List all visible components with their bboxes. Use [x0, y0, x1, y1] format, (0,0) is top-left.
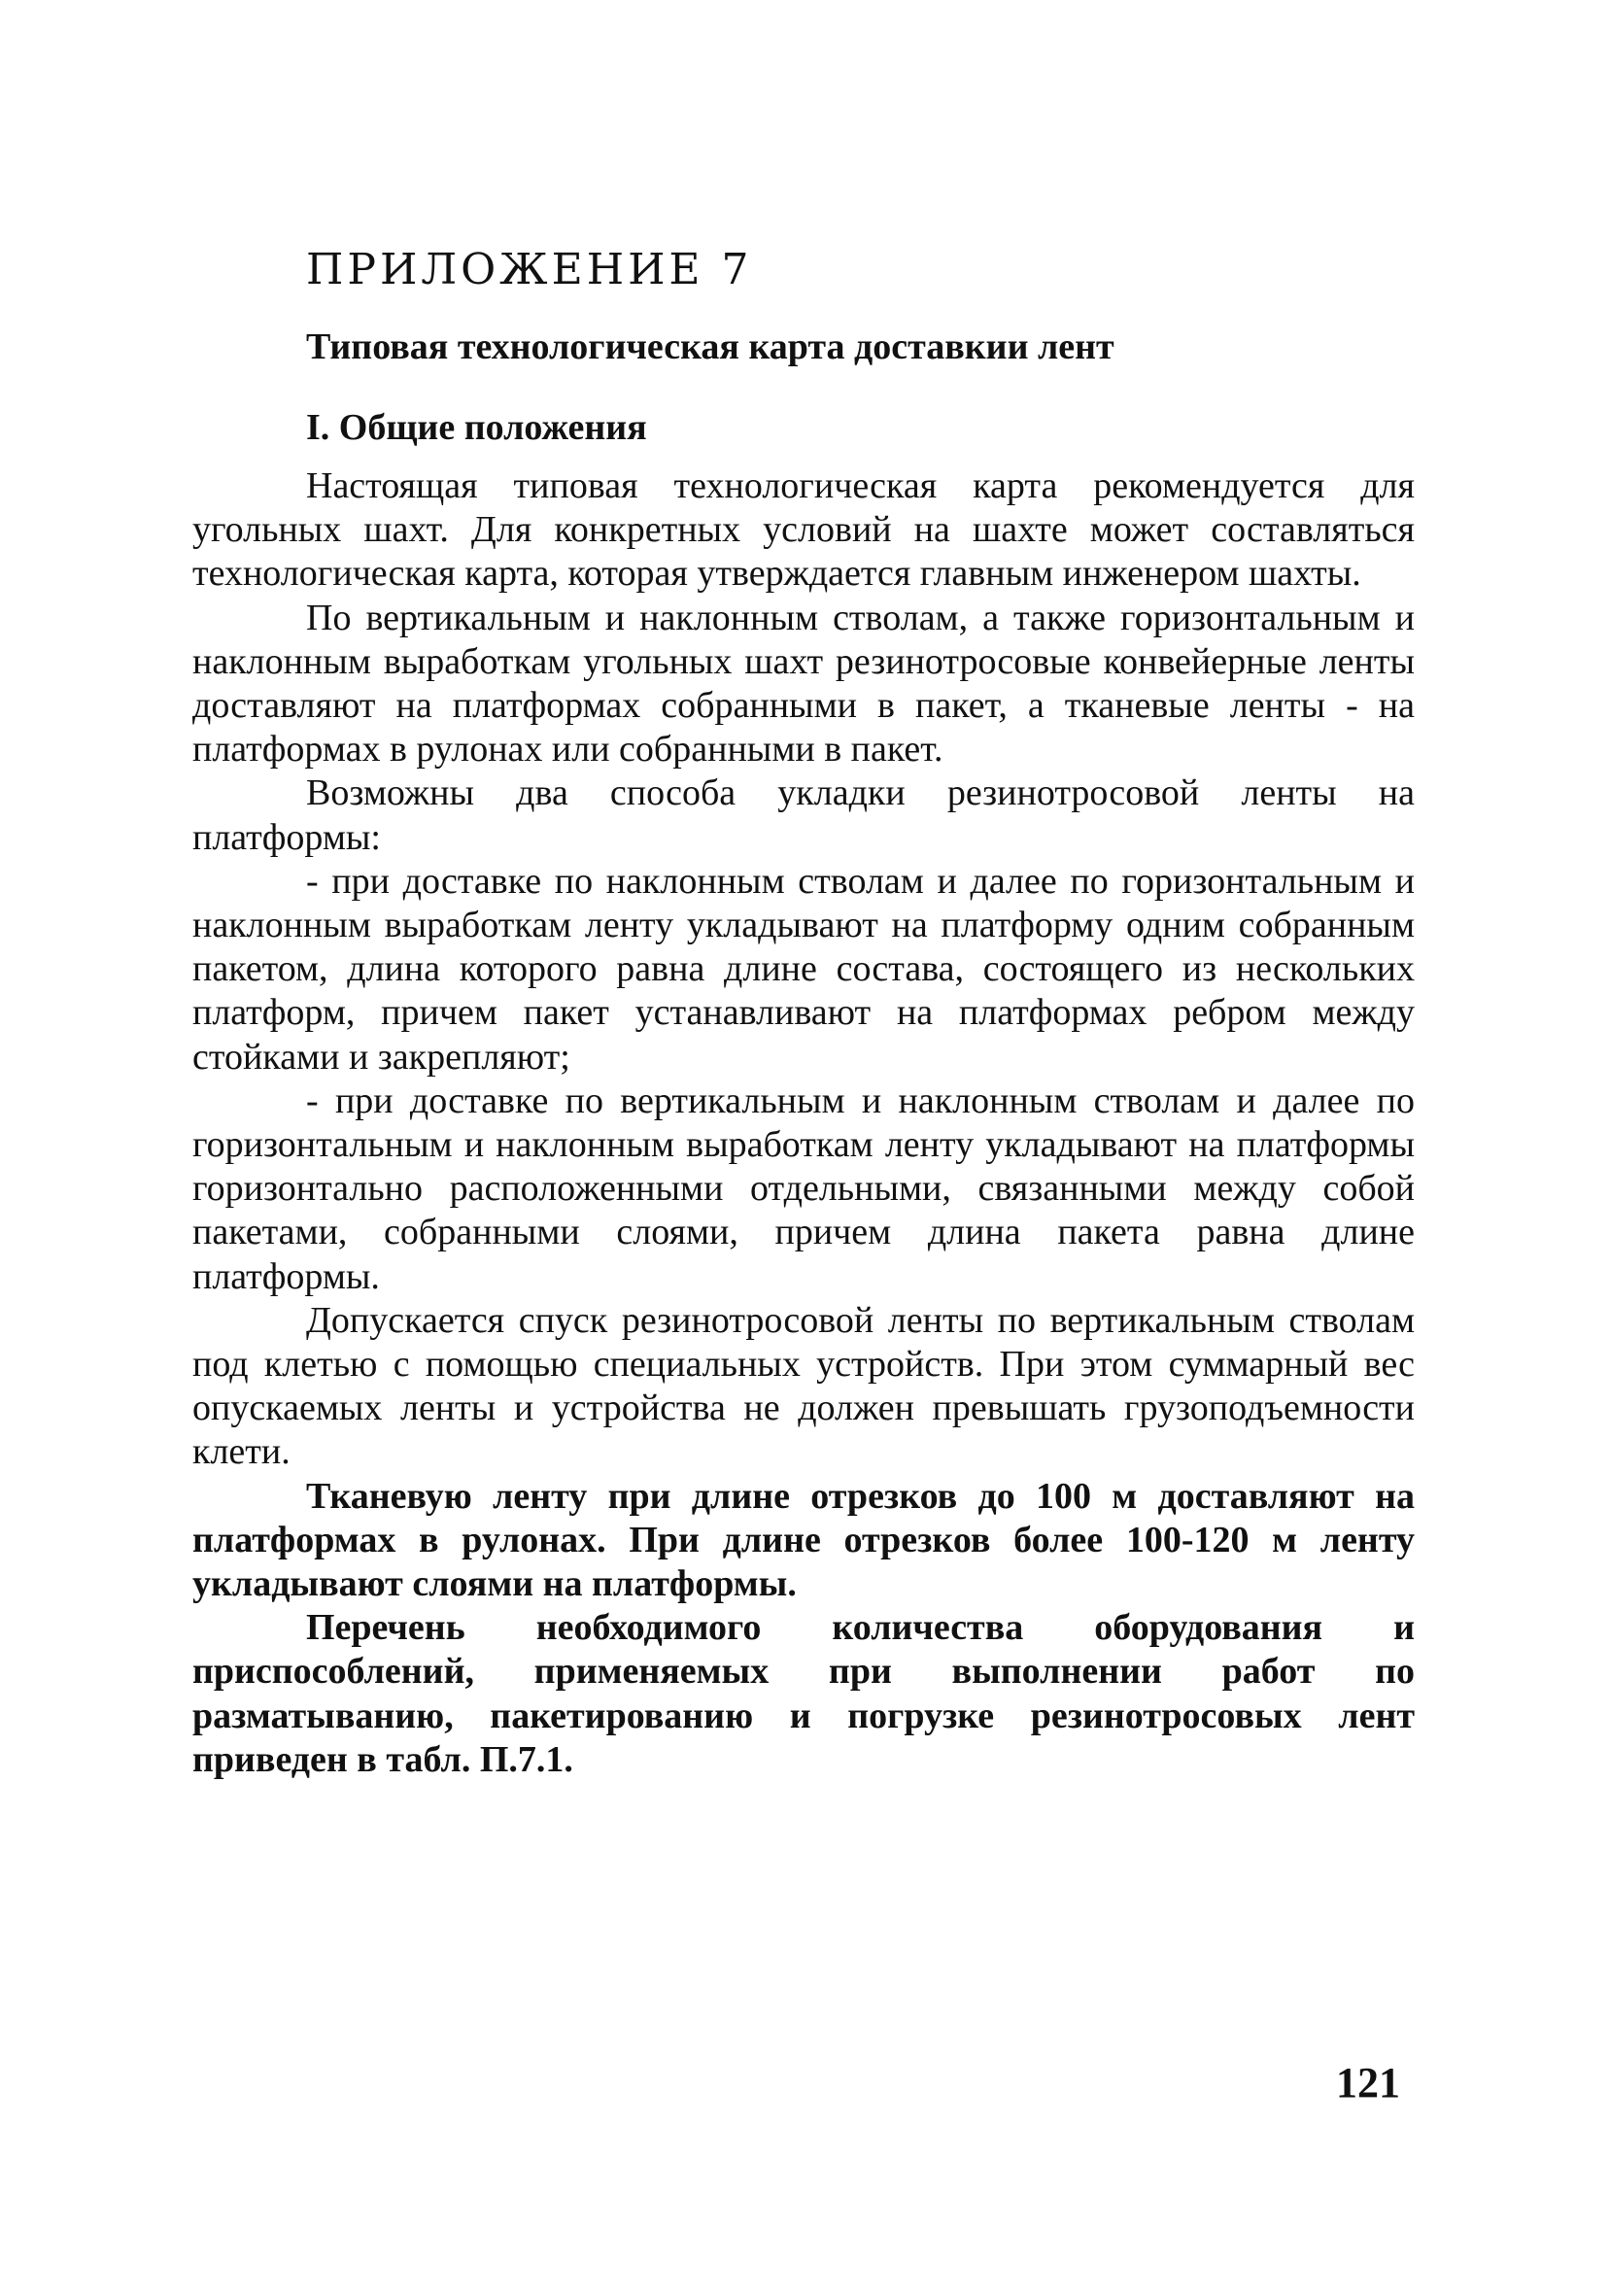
page-number: 121	[1336, 2059, 1400, 2107]
document-title: Типовая технологическая карта доставкии лент	[306, 326, 1114, 367]
paragraph-cage-lowering: Допускается спуск резинотросовой ленты по вертикальным стволам под клетью с помощью специальных устройств. При этом суммарный вес опускаемых ленты и устройства не должен превышать грузоподъемности клети.	[192, 1299, 1415, 1473]
list-item-vertical-shafts: - при доставке по вертикальным и наклонным стволам и далее по горизонтальным и наклонным выработкам ленту укладывают на платформы горизонтально расположенными отдельными, связанными между собой пакетами, собранными слоями, причем длина пакета равна длине платформы.	[192, 1079, 1415, 1297]
body-text	[192, 464, 1415, 1782]
paragraph-methods: Возможны два способа укладки резинотросовой ленты на платформы:	[192, 772, 1415, 858]
paragraph-delivery: По вертикальным и наклонным стволам, а также горизонтальным и наклонным выработкам угольных шахт резинотросовые конвейерные ленты доставляют на платформах собранными в пакет, а тканевые ленты - на платформах в рулонах или собранными в пакет.	[192, 597, 1415, 771]
paragraph-equipment-list: Перечень необходимого количества оборудования и приспособлений, применяемых при выполнении работ по разматыванию, пакетированию и погрузке резинотросовых лент приведен в табл. П.7.1.	[192, 1607, 1415, 1780]
section-heading: I. Общие положения	[306, 407, 647, 448]
paragraph-fabric-belt: Тканевую ленту при длине отрезков до 100 м доставляют на платформах в рулонах. При длине отрезков более 100-120 м ленту укладывают слоями на платформы.	[192, 1475, 1415, 1605]
list-item-inclined-shafts: - при доставке по наклонным стволам и далее по горизонтальным и наклонным выработкам ленту укладывают на платформу одним собранным пакетом, длина которого равна длине состава, состоящего из нескольких платформ, причем пакет устанавливают на платформах ребром между стойками и закрепляют;	[192, 860, 1415, 1078]
paragraph-intro: Настоящая типовая технологическая карта рекомендуется для угольных шахт. Для конкретных условий на шахте может составляться технологическая карта, которая утверждается главным инженером шахты.	[192, 465, 1415, 595]
appendix-title: ПРИЛОЖЕНИЕ 7	[306, 245, 753, 294]
